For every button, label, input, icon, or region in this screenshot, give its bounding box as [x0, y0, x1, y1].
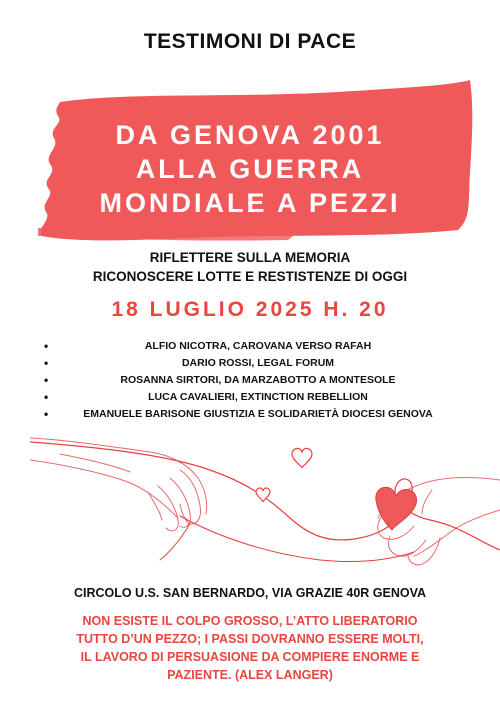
- subtitle-line-2: RICONOSCERE LOTTE E RESTISTENZE DI OGGI: [92, 269, 408, 284]
- headline-line-1: DA GENOVA 2001: [115, 120, 385, 150]
- heart-icon: [376, 487, 417, 530]
- subtitle-line-1: RIFLETTERE SULLA MEMORIA: [149, 250, 351, 265]
- headline-line-3: MONDIALE A PEZZI: [99, 188, 401, 218]
- bullet-icon: •: [44, 407, 49, 421]
- bullet-icon: •: [44, 373, 49, 387]
- hands-illustration: [30, 420, 500, 580]
- list-item: [30, 338, 486, 355]
- list-item: [30, 389, 486, 406]
- quote-line-4: PAZIENTE. (ALEX LANGER): [167, 668, 333, 682]
- speaker-name: LUCA CAVALIERI, EXTINCTION REBELLION: [148, 391, 368, 403]
- event-date: 18 LUGLIO 2025 H. 20: [111, 298, 389, 321]
- speaker-list: [30, 338, 486, 423]
- speaker-name: ALFIO NICOTRA, CAROVANA VERSO RAFAH: [144, 340, 372, 352]
- quote-line-1: NON ESISTE IL COLPO GROSSO, L’ATTO LIBERATORIO: [82, 614, 418, 628]
- quote-line-3: IL LAVORO DI PERSUASIONE DA COMPIERE ENORME E: [80, 650, 420, 664]
- list-item: [30, 372, 486, 389]
- poster-title: TESTIMONI DI PACE: [143, 30, 357, 53]
- speaker-name: EMANUELE BARISONE GIUSTIZIA E SOLIDARIETÀ DIOCESI GENOVA: [83, 408, 433, 420]
- bullet-icon: •: [44, 339, 49, 353]
- bullet-icon: •: [44, 390, 49, 404]
- quote: [0, 612, 500, 684]
- quote-line-2: TUTTO D’UN PEZZO; I PASSI DOVRANNO ESSERE MOLTI,: [76, 632, 424, 646]
- speaker-name: ROSANNA SIRTORI, DA MARZABOTTO A MONTESOLE: [120, 374, 396, 386]
- heart-icon: [292, 448, 312, 468]
- speaker-name: DARIO ROSSI, LEGAL FORUM: [181, 357, 335, 369]
- list-item: [30, 355, 486, 372]
- bullet-icon: •: [44, 356, 49, 370]
- headline: [0, 118, 500, 220]
- headline-line-2: ALLA GUERRA: [135, 154, 365, 184]
- venue: CIRCOLO U.S. SAN BERNARDO, VIA GRAZIE 40R GENOVA: [73, 586, 427, 600]
- subtitle: [0, 248, 500, 286]
- left-hand-icon: [30, 438, 207, 531]
